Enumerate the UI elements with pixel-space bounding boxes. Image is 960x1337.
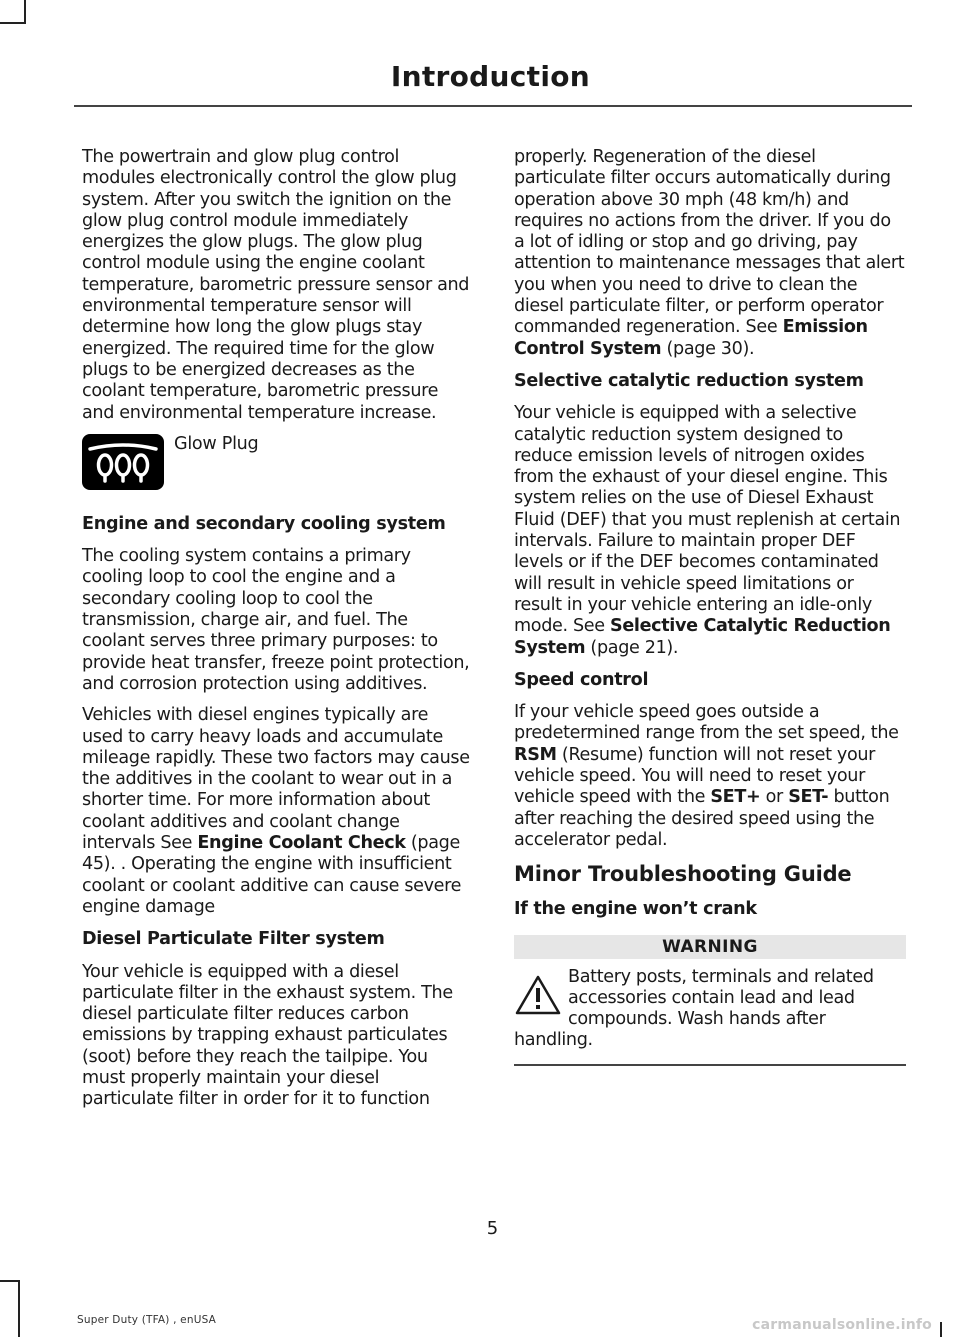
cooling-text-a: Vehicles with diesel engines typically are used to carry heavy loads and accumulate mileage rapidly. These two factors may cause the additives in the coolant to wear out in a shorter time. For more information about coolant additives and coolant change intervals See xyxy=(82,705,470,854)
right-column xyxy=(514,147,906,1066)
dpf-paragraph-continued xyxy=(514,147,906,360)
glow-plug-label: Glow Plug xyxy=(174,433,259,454)
warning-divider xyxy=(514,1064,906,1066)
header-divider xyxy=(74,105,912,107)
scr-paragraph xyxy=(514,403,906,659)
dpf-text-b: (page 30). xyxy=(661,338,755,359)
speed-text-3: button after reaching the desired speed using the accelerator pedal. xyxy=(514,787,890,850)
warning-heading: WARNING xyxy=(514,935,906,959)
speed-control-paragraph xyxy=(514,702,906,851)
heading-engine-wont-crank: If the engine won’t crank xyxy=(514,899,757,920)
glow-plug-paragraph: The powertrain and glow plug control modules electronically control the glow plug system. After you switch the ignition on the glow plug control module immediately energizes the glow plugs. The glow plug control module using the engine coolant temperature, barometric pressure sensor and environmental temperature sensor will determine how long the glow plugs stay energized. The required time for the glow plugs to be energized decreases as the coolant temperature, barometric pressure and environmental temperature increase. xyxy=(82,147,470,423)
glow-plug-icon xyxy=(82,434,164,490)
heading-dpf-system: Diesel Particulate Filter system xyxy=(82,929,385,950)
heading-cooling-system: Engine and secondary cooling system xyxy=(82,513,446,534)
speed-text-2: (Resume) function will not reset your vehicle speed. You will need to reset your vehicle speed with the xyxy=(514,744,876,808)
engine-coolant-check-link[interactable]: Engine Coolant Check xyxy=(197,833,406,854)
cooling-paragraph-2 xyxy=(82,705,474,918)
cooling-paragraph-1: The cooling system contains a primary cooling loop to cool the engine and a secondary cooling loop to cool the transmission, charge air, and fuel. The coolant serves three primary purposes: to provide heat transfer, freeze point protection, and corrosion protection using additives. xyxy=(82,546,470,694)
heading-scr-system: Selective catalytic reduction system xyxy=(514,370,864,391)
watermark: carmanualsonline.info xyxy=(752,1317,932,1333)
warning-box xyxy=(514,935,906,1066)
set-minus-term: SET- xyxy=(788,787,829,808)
cooling-text-b: (page 45). . Operating the engine with insufficient coolant or coolant additive can cause severe engine damage xyxy=(82,833,462,917)
crop-mark xyxy=(0,22,24,24)
left-column xyxy=(82,147,474,1121)
dpf-paragraph: Your vehicle is equipped with a diesel particulate filter in the exhaust system. The diesel particulate filter reduces carbon emissions by trapping exhaust particulates (soot) before they reach the tailpipe. You must properly maintain your diesel particulate filter in order for it to function xyxy=(82,961,453,1110)
crop-mark xyxy=(24,0,26,24)
scr-text-b: (page 21). xyxy=(585,637,679,658)
heading-speed-control: Speed control xyxy=(514,669,649,690)
page-number: 5 xyxy=(486,1218,499,1239)
speed-text-or: or xyxy=(760,787,789,808)
scr-text-a: Your vehicle is equipped with a selective catalytic reduction system designed to reduce emission levels of nitrogen oxides from the exhaust of your diesel engine. This system relies on the use of Diesel Exhaust Fluid (DEF) that you must replenish at certain intervals. Failure to maintain proper DEF levels or if the DEF becomes contaminated will result in vehicle speed limitations or result in your vehicle entering an idle-only mode. See xyxy=(514,403,901,637)
dpf-text-a: properly. Regeneration of the diesel particulate filter occurs automatically during operation above 30 mph (48 km/h) and requires no actions from the driver. If you do a lot of idling or stop and go driving, pay attention to maintenance messages that alert you when you need to drive to clean the diesel particulate filter, or perform operator commanded regeneration. See xyxy=(514,147,905,338)
speed-text-1: If your vehicle speed goes outside a predetermined range from the set speed, the xyxy=(514,702,899,744)
warning-triangle-icon xyxy=(514,973,562,1017)
crop-mark xyxy=(940,1322,942,1337)
warning-text: Battery posts, terminals and related accessories contain lead and lead compounds. Wash hands after handling. xyxy=(514,966,874,1051)
crop-mark xyxy=(18,1280,20,1337)
rsm-term: RSM xyxy=(514,744,557,765)
crop-mark xyxy=(0,1280,18,1282)
emission-control-system-link[interactable]: Emission Control System xyxy=(514,317,868,359)
set-plus-term: SET+ xyxy=(710,787,761,808)
edition-label: Super Duty (TFA) , enUSA xyxy=(77,1314,217,1326)
page-title: Introduction xyxy=(390,60,590,93)
glow-plug-symbol-row xyxy=(82,434,474,500)
scr-system-link[interactable]: Selective Catalytic Reduction System xyxy=(514,616,891,658)
warning-body xyxy=(514,959,906,1052)
heading-troubleshooting-guide: Minor Troubleshooting Guide xyxy=(514,862,852,887)
